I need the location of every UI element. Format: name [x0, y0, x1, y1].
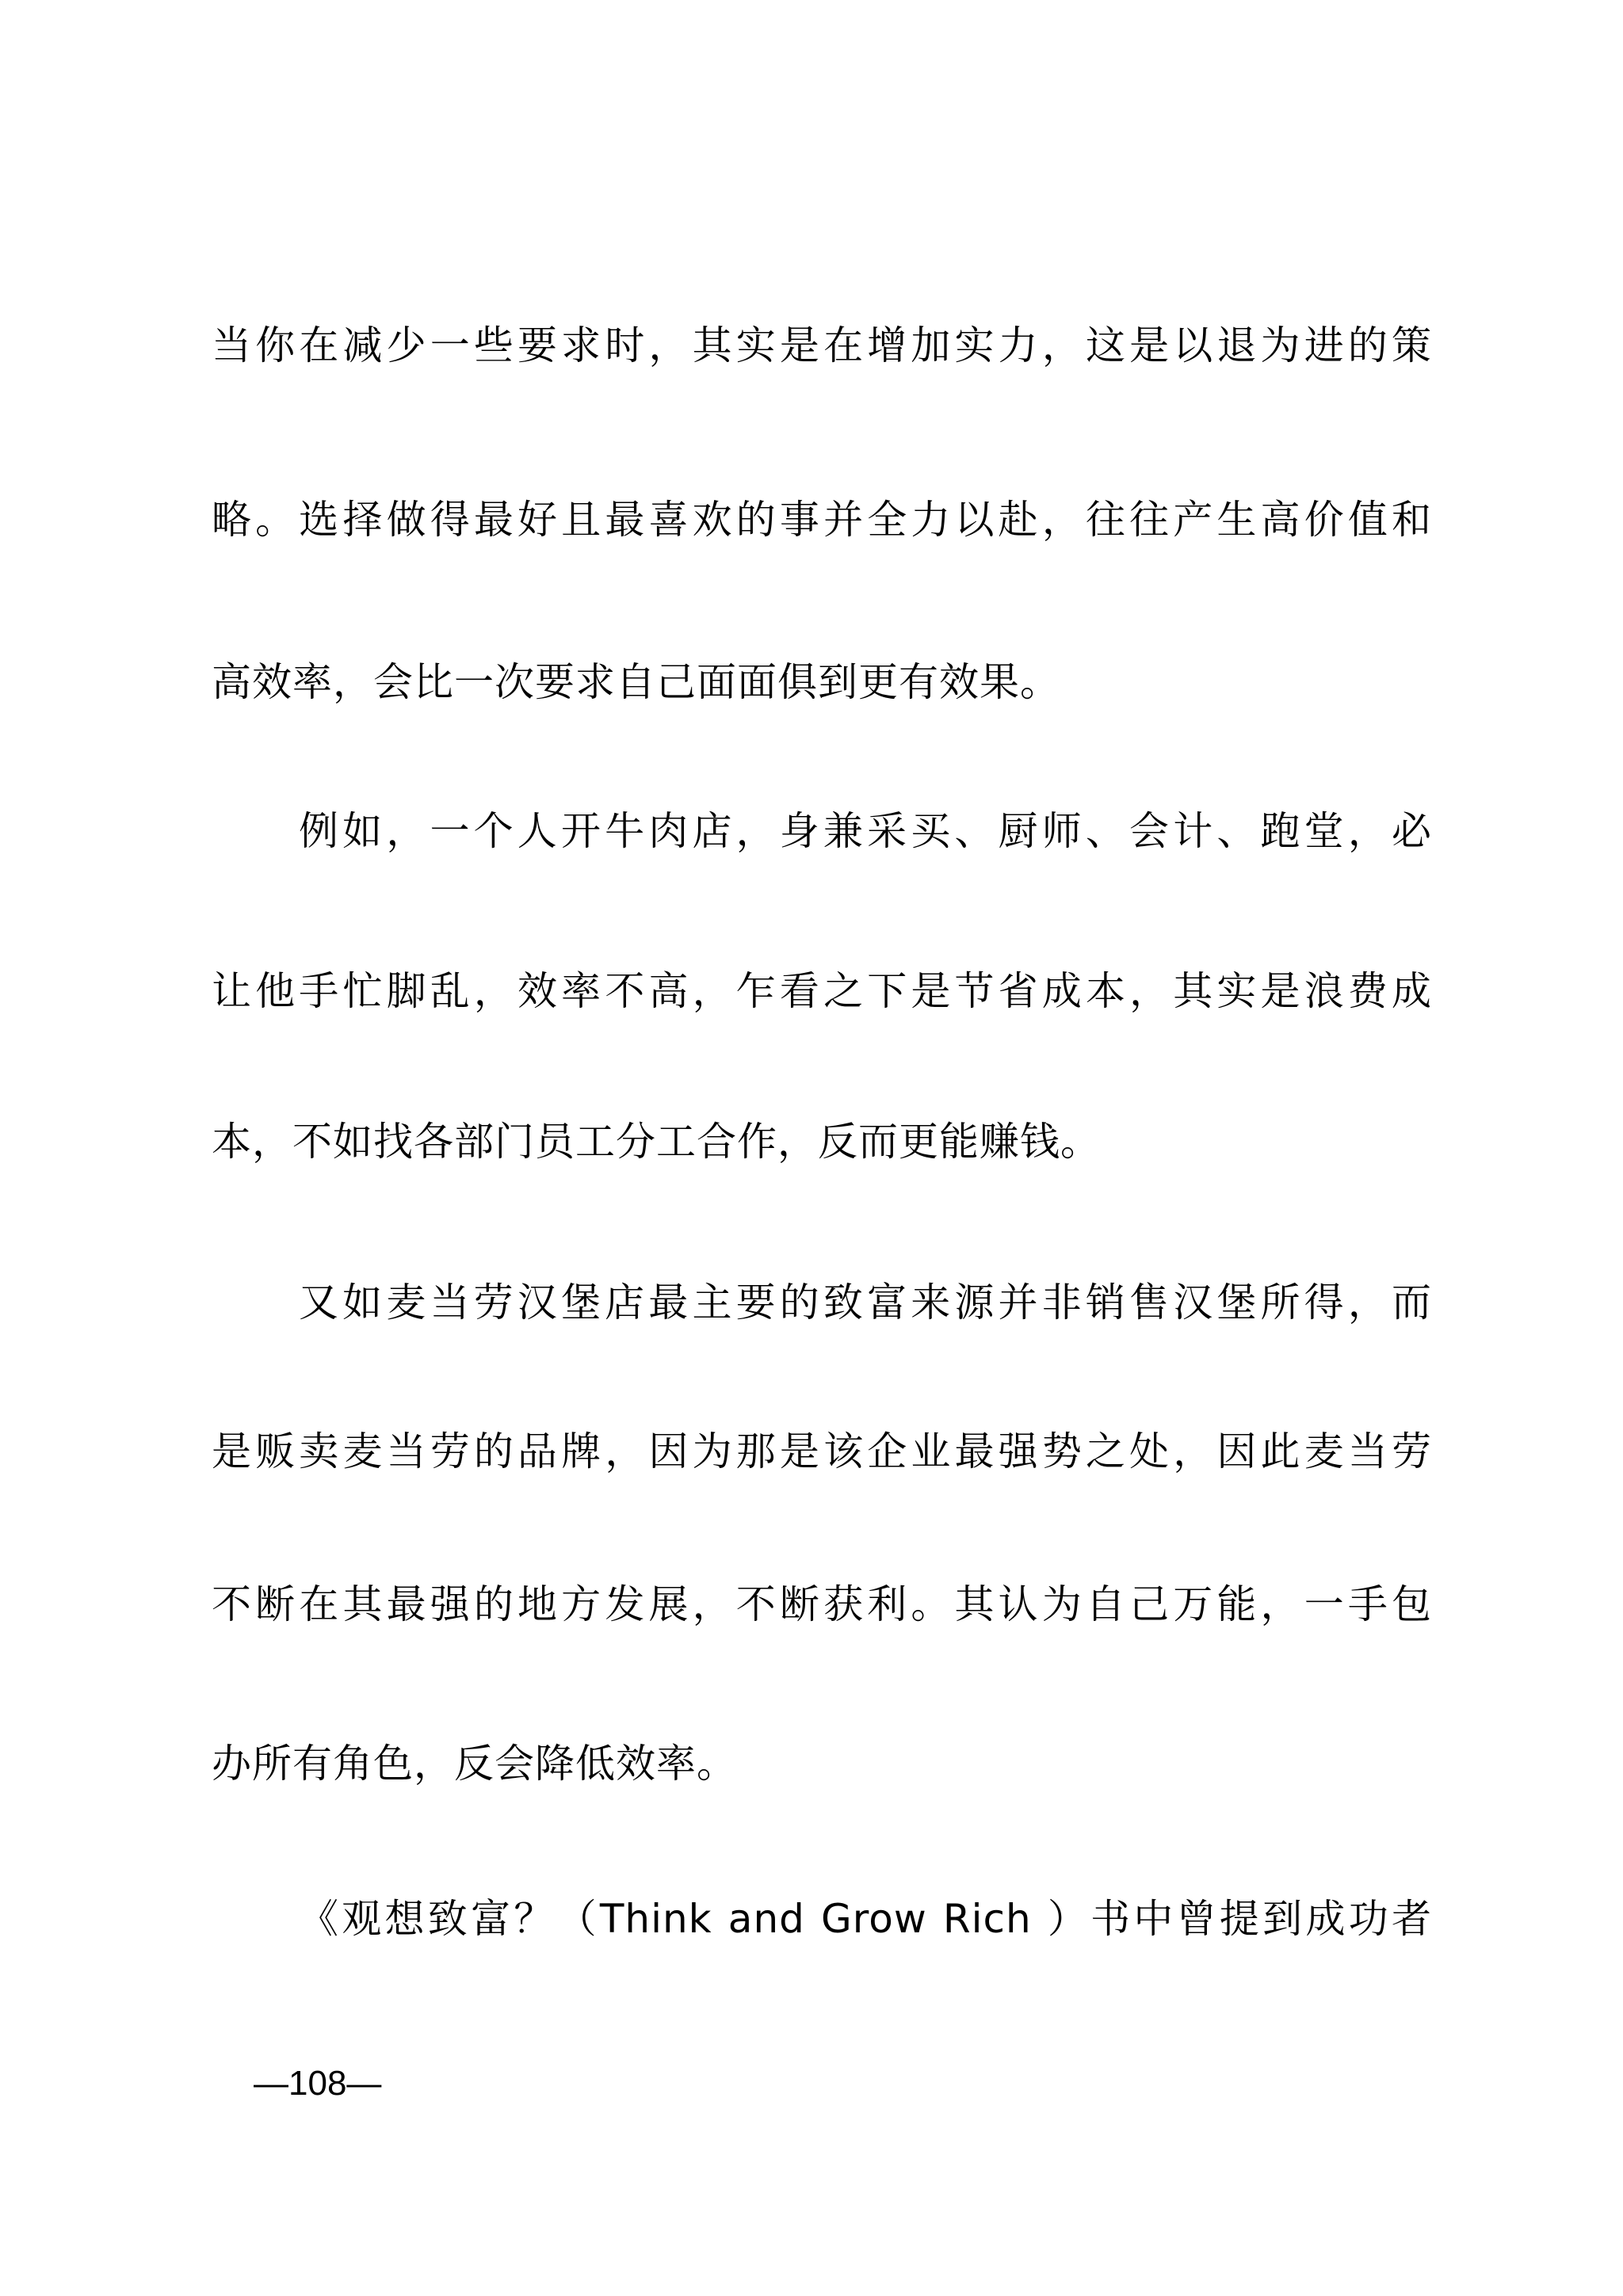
- text-line-8: 是贩卖麦当劳的品牌，因为那是该企业最强势之处，因此麦当劳: [212, 1428, 1432, 1474]
- text-line-9: 不断在其最强的地方发展，不断获利。其认为自己万能，一手包: [212, 1581, 1432, 1627]
- text-line-3: 高效率，会比一次要求自己面面俱到更有效果。: [212, 659, 1060, 705]
- text-line-6: 本，不如找各部门员工分工合作，反而更能赚钱。: [212, 1119, 1101, 1165]
- page-number: —108—: [254, 2064, 382, 2103]
- text-line-5: 让他手忙脚乱，效率不高，乍看之下是节省成本，其实是浪费成: [212, 968, 1432, 1014]
- text-line-2: 略。选择做得最好且最喜欢的事并全力以赴，往往产生高价值和: [212, 497, 1432, 543]
- text-line-7: 又如麦当劳汉堡店最主要的致富来源并非销售汉堡所得，而: [299, 1280, 1432, 1325]
- text-line-1: 当你在减少一些要求时，其实是在增加实力，这是以退为进的策: [212, 322, 1432, 368]
- text-line-10: 办所有角色，反会降低效率。: [212, 1741, 737, 1787]
- text-line-4: 例如，一个人开牛肉店，身兼采买、厨师、会计、跑堂，必: [299, 808, 1432, 854]
- text-line-11: 《观想致富？（Think and Grow Rich ）书中曾提到成功者: [299, 1896, 1432, 1942]
